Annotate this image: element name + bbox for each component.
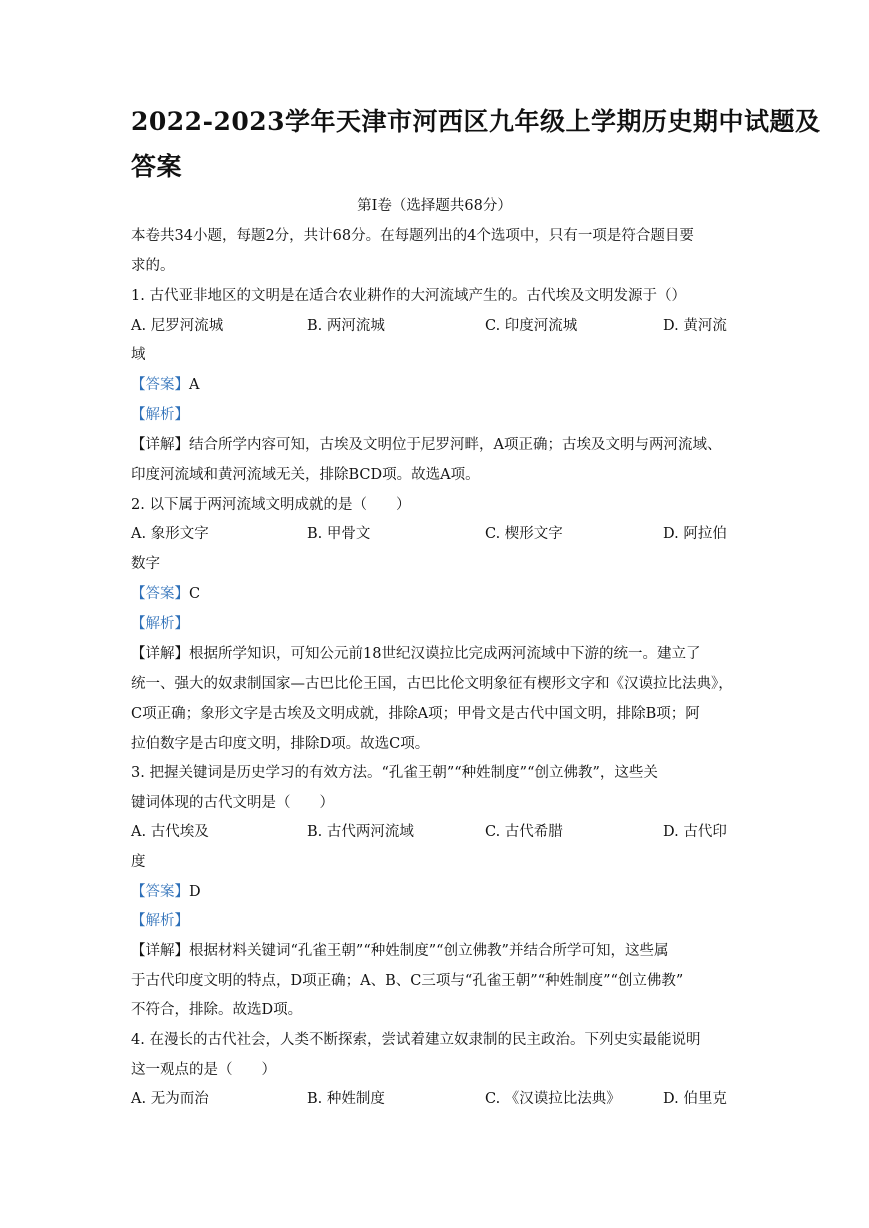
question-1-analysis xyxy=(131,405,189,425)
question-1-answer xyxy=(131,375,199,395)
analysis-tag: 【解析】 xyxy=(131,407,189,423)
answer-tag: 【答案】 xyxy=(131,884,189,900)
question-2-option-a: A. 象形文字 xyxy=(131,526,209,542)
question-1-option-c: C. 印度河流城 xyxy=(485,318,578,334)
document-title-line-1: 2022-2023学年天津市河西区九年级上学期历史期中试题及 xyxy=(131,107,821,136)
question-4-stem-line-1: 4. 在漫长的古代社会，人类不断探索，尝试着建立奴隶制的民主政治。下列史实最能说明 xyxy=(131,1032,701,1048)
question-3-option-a: A. 古代埃及 xyxy=(131,824,209,840)
detail-text: 结合所学内容可知，古埃及文明位于尼罗河畔，A项正确；古埃及文明与两河流域、 xyxy=(189,437,722,453)
question-3-stem-line-1: 3. 把握关键词是历史学习的有效方法。“孔雀王朝”“种姓制度”“创立佛教”，这些关 xyxy=(131,765,658,781)
answer-value: C xyxy=(189,586,201,602)
question-3-detail-line-1 xyxy=(131,941,668,961)
question-3-option-wrap: 度 xyxy=(131,854,146,870)
question-2-detail-line-3: C项正确；象形文字是古埃及文明成就，排除A项；甲骨文是古代中国文明，排除B项；阿 xyxy=(131,706,700,722)
question-2-detail-line-4: 拉伯数字是古印度文明，排除D项。故选C项。 xyxy=(131,736,430,752)
detail-tag: 【详解】 xyxy=(131,943,189,959)
question-2-option-b: B. 甲骨文 xyxy=(307,526,371,542)
question-3-detail-line-2: 于古代印度文明的特点，D项正确；A、B、C三项与“孔雀王朝”“种姓制度”“创立佛教” xyxy=(131,973,684,989)
intro-line-2: 求的。 xyxy=(131,258,175,274)
answer-tag: 【答案】 xyxy=(131,586,189,602)
question-3-option-c: C. 古代希腊 xyxy=(485,824,563,840)
question-4-option-a: A. 无为而治 xyxy=(131,1091,209,1107)
question-2-stem: 2. 以下属于两河流域文明成就的是（ ） xyxy=(131,497,411,513)
intro-line-1: 本卷共34小题，每题2分，共计68分。在每题列出的4个选项中，只有一项是符合题目要 xyxy=(131,228,694,244)
question-2-option-d: D. 阿拉伯 xyxy=(663,526,727,542)
question-3-option-d: D. 古代印 xyxy=(663,824,727,840)
detail-tag: 【详解】 xyxy=(131,437,189,453)
question-1-option-wrap: 域 xyxy=(131,347,146,363)
question-1-detail-line-1 xyxy=(131,435,721,455)
question-1-option-a: A. 尼罗河流城 xyxy=(131,318,224,334)
detail-text: 根据所学知识，可知公元前18世纪汉谟拉比完成两河流域中下游的统一。建立了 xyxy=(189,646,701,662)
detail-text: 根据材料关键词“孔雀王朝”“种姓制度”“创立佛教”并结合所学可知，这些属 xyxy=(189,943,669,959)
question-2-analysis xyxy=(131,614,189,634)
analysis-tag: 【解析】 xyxy=(131,913,189,929)
question-3-detail-line-3: 不符合，排除。故选D项。 xyxy=(131,1002,303,1018)
question-1-stem: 1. 古代亚非地区的文明是在适合农业耕作的大河流域产生的。古代埃及文明发源于（） xyxy=(131,288,686,304)
question-4-option-d: D. 伯里克 xyxy=(663,1091,727,1107)
analysis-tag: 【解析】 xyxy=(131,616,189,632)
question-3-answer xyxy=(131,882,201,902)
detail-tag: 【详解】 xyxy=(131,646,189,662)
question-2-option-wrap: 数字 xyxy=(131,556,160,572)
question-2-answer xyxy=(131,584,200,604)
question-2-detail-line-1 xyxy=(131,644,700,664)
answer-value: A xyxy=(189,377,200,393)
section-header: 第Ⅰ卷（选择题共68分） xyxy=(357,198,512,214)
question-3-option-b: B. 古代两河流域 xyxy=(307,824,414,840)
question-1-option-d: D. 黄河流 xyxy=(663,318,727,334)
question-4-option-b: B. 种姓制度 xyxy=(307,1091,385,1107)
question-2-detail-line-2: 统一、强大的奴隶制国家—古巴比伦王国，古巴比伦文明象征有楔形文字和《汉谟拉比法典》， xyxy=(131,676,733,692)
question-1-detail-line-2: 印度河流域和黄河流域无关，排除BCD项。故选A项。 xyxy=(131,467,480,483)
question-2-option-c: C. 楔形文字 xyxy=(485,526,563,542)
document-title-line-2: 答案 xyxy=(131,152,183,181)
question-4-stem-line-2: 这一观点的是（ ） xyxy=(131,1062,276,1078)
answer-tag: 【答案】 xyxy=(131,377,189,393)
answer-value: D xyxy=(189,884,201,900)
question-1-option-b: B. 两河流城 xyxy=(307,318,385,334)
question-3-analysis xyxy=(131,911,189,931)
question-3-stem-line-2: 键词体现的古代文明是（ ） xyxy=(131,795,334,811)
question-4-option-c: C. 《汉谟拉比法典》 xyxy=(485,1091,621,1107)
